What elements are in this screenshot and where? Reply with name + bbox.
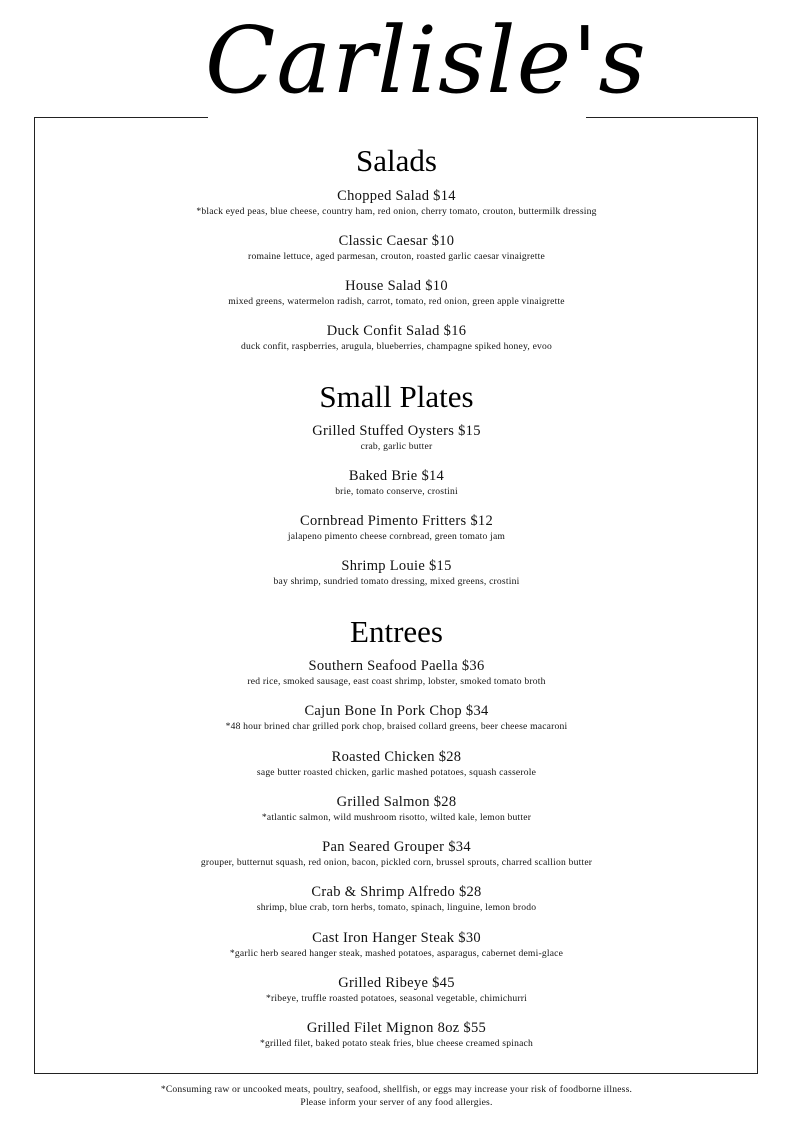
item-description: mixed greens, watermelon radish, carrot, tomato, red onion, green apple vinaigrette: [228, 296, 565, 307]
menu-item: [0, 187, 793, 218]
item-name: Grilled Stuffed Oysters $15: [312, 423, 481, 439]
item-name: Southern Seafood Paella $36: [308, 658, 485, 674]
item-description: grouper, butternut squash, red onion, bacon, pickled corn, brussel sprouts, charred scallion butter: [200, 857, 593, 868]
menu-item: [0, 793, 793, 824]
item-description: crab, garlic butter: [360, 441, 433, 452]
menu-item: [0, 883, 793, 914]
item-name: Cast Iron Hanger Steak $30: [312, 930, 481, 946]
menu-item: [0, 929, 793, 960]
menu-item: [0, 557, 793, 588]
item-description: duck confit, raspberries, arugula, blueberries, champagne spiked honey, evoo: [240, 341, 553, 352]
item-description: romaine lettuce, aged parmesan, crouton, roasted garlic caesar vinaigrette: [248, 251, 545, 262]
allergy-footnote: [0, 1083, 793, 1109]
item-name: Grilled Filet Mignon 8oz $55: [306, 1020, 487, 1036]
item-name: Cajun Bone In Pork Chop $34: [304, 703, 489, 719]
footnote-line-1: *Consuming raw or uncooked meats, poultry, seafood, shellfish, or eggs may increase your risk of foodborne illness.: [160, 1084, 633, 1095]
item-description: *grilled filet, baked potato steak fries, blue cheese creamed spinach: [260, 1038, 533, 1049]
menu-item: [0, 467, 793, 498]
footnote-line-2: Please inform your server of any food allergies.: [300, 1097, 493, 1108]
item-name: Baked Brie $14: [348, 468, 445, 484]
item-description: *garlic herb seared hanger steak, mashed potatoes, asparagus, cabernet demi-glace: [229, 948, 564, 959]
menu-item: [0, 702, 793, 733]
item-name: Roasted Chicken $28: [331, 749, 462, 765]
item-description: *48 hour brined char grilled pork chop, braised collard greens, beer cheese macaroni: [225, 721, 568, 732]
menu-item: [0, 974, 793, 1005]
item-name: Grilled Ribeye $45: [338, 975, 455, 991]
item-name: Cornbread Pimento Fritters $12: [299, 513, 494, 529]
item-description: *black eyed peas, blue cheese, country ham, red onion, cherry tomato, crouton, buttermilk dressing: [196, 206, 597, 217]
item-name: Classic Caesar $10: [338, 233, 455, 249]
item-name: Duck Confit Salad $16: [326, 323, 467, 339]
item-description: bay shrimp, sundried tomato dressing, mixed greens, crostini: [273, 576, 520, 587]
item-description: jalapeno pimento cheese cornbread, green tomato jam: [287, 531, 506, 542]
section-title-salads: Salads: [356, 143, 437, 178]
item-description: red rice, smoked sausage, east coast shrimp, lobster, smoked tomato broth: [247, 676, 546, 687]
menu-item: [0, 657, 793, 688]
restaurant-logo: Carlisle's: [205, 7, 647, 114]
menu-item: [0, 838, 793, 869]
item-name: House Salad $10: [345, 278, 448, 294]
item-name: Pan Seared Grouper $34: [322, 839, 471, 855]
item-description: shrimp, blue crab, torn herbs, tomato, spinach, linguine, lemon brodo: [256, 902, 537, 913]
item-description: sage butter roasted chicken, garlic mashed potatoes, squash casserole: [256, 767, 537, 778]
section-title-entrees: Entrees: [350, 614, 443, 649]
section-title-small-plates: Small Plates: [319, 379, 474, 414]
item-name: Shrimp Louie $15: [341, 558, 452, 574]
item-name: Chopped Salad $14: [337, 188, 456, 204]
item-description: brie, tomato conserve, crostini: [335, 486, 458, 497]
item-name: Crab & Shrimp Alfredo $28: [311, 884, 482, 900]
menu-item: [0, 512, 793, 543]
menu-item: [0, 277, 793, 308]
menu-item: [0, 748, 793, 779]
item-name: Grilled Salmon $28: [336, 794, 457, 810]
menu-item: [0, 1019, 793, 1050]
menu-item: [0, 422, 793, 453]
menu-item: [0, 232, 793, 263]
menu-item: [0, 322, 793, 353]
item-description: *atlantic salmon, wild mushroom risotto, wilted kale, lemon butter: [261, 812, 532, 823]
item-description: *ribeye, truffle roasted potatoes, seasonal vegetable, chimichurri: [265, 993, 528, 1004]
